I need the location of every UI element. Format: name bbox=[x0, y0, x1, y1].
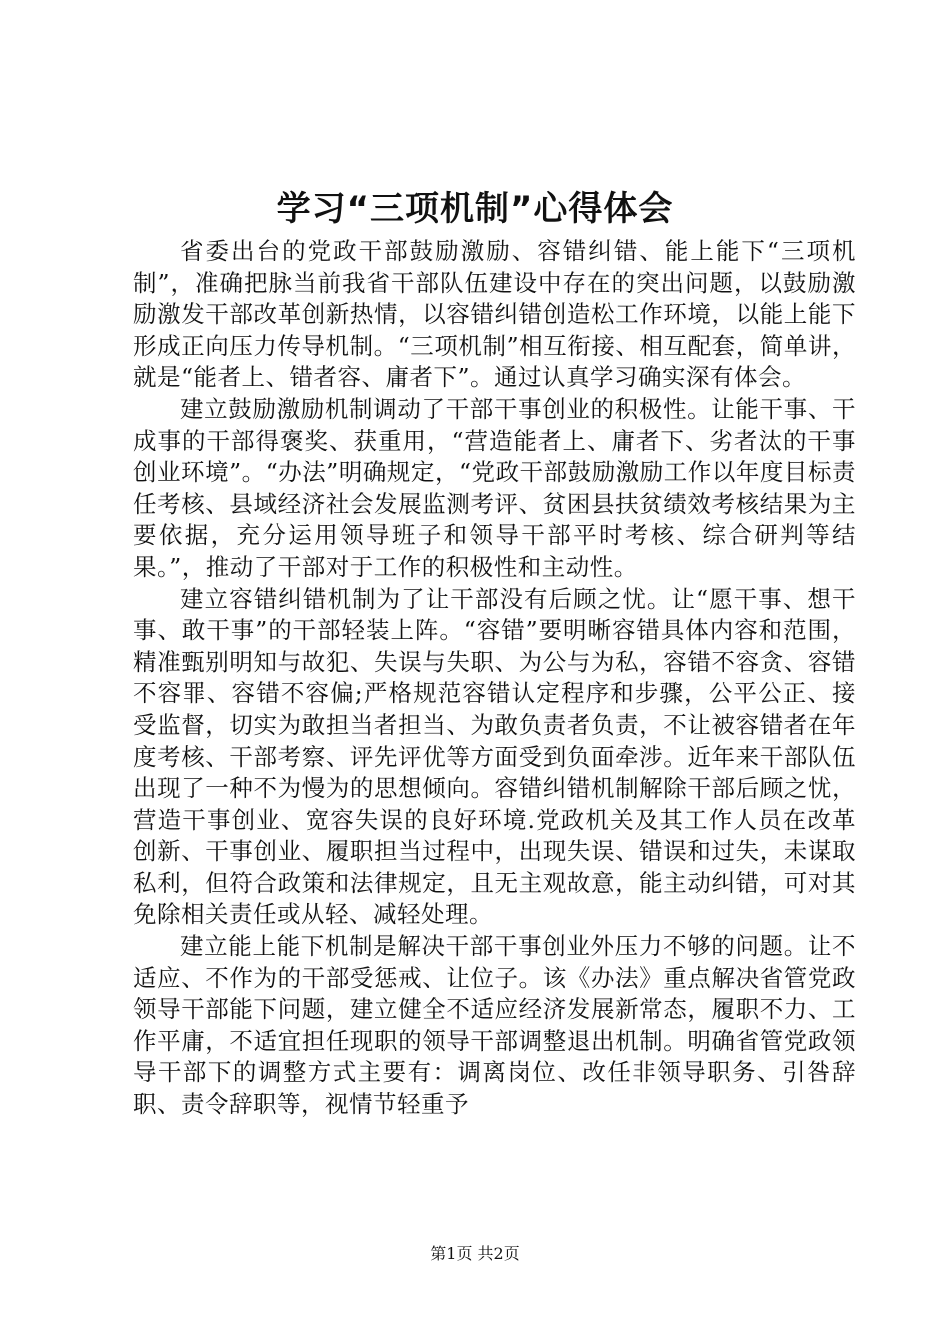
page-number: 第1页 共2页 bbox=[430, 1244, 520, 1263]
paragraph-promotion-demotion-mechanism: 建立能上能下机制是解决干部干事创业外压力不够的问题。让不适应、不作为的干部受惩戒、让位子。该《办法》重点解决省管党政领导干部能下问题，建立健全不适应经济发展新常态，履职不力、工作平庸，不适宜担任现职的领导干部调整退出机制。明确省管党政领导干部下的调整方式主要有：调离岗位、改任非领导职务、引咎辞职、责令辞职等，视情节轻重予 bbox=[133, 932, 856, 1119]
paragraph-error-tolerance-mechanism: 建立容错纠错机制为了让干部没有后顾之忧。让“愿干事、想干事、敢干事”的干部轻装上阵。“容错”要明晰容错具体内容和范围，精准甄别明知与故犯、失误与失职、为公与为私，容错不容贪、容错不容罪、容错不容偏;严格规范容错认定程序和步骤，公平公正、接受监督，切实为敢担当者担当、为敢负责者负责，不让被容错者在年度考核、干部考察、评先评优等方面受到负面牵涉。近年来干部队伍出现了一种不为慢为的思想倾向。容错纠错机制解除干部后顾之忧，营造干事创业、宽容失误的良好环境.党政机关及其工作人员在改革创新、干事创业、履职担当过程中，出现失误、错误和过失，未谋取私利，但符合政策和法律规定，且无主观故意，能主动纠错，可对其免除相关责任或从轻、减轻处理。 bbox=[133, 584, 856, 929]
paragraph-intro: 省委出台的党政干部鼓励激励、容错纠错、能上能下“三项机制”，准确把脉当前我省干部队伍建设中存在的突出问题，以鼓励激励激发干部改革创新热情，以容错纠错创造松工作环境，以能上能下形成正向压力传导机制。“三项机制”相互衔接、相互配套，简单讲，就是“能者上、错者容、庸者下”。通过认真学习确实深有体会。 bbox=[133, 237, 856, 392]
document-body bbox=[133, 236, 856, 1121]
paragraph-incentive-mechanism: 建立鼓励激励机制调动了干部干事创业的积极性。让能干事、干成事的干部得褒奖、获重用，“营造能者上、庸者下、劣者汰的干事创业环境”。“办法”明确规定，“党政干部鼓励激励工作以年度目标责任考核、县域经济社会发展监测考评、贫困县扶贫绩效考核结果为主要依据，充分运用领导班子和领导干部平时考核、综合研判等结果。”，推动了干部对于工作的积极性和主动性。 bbox=[133, 394, 856, 581]
document-title: 学习“三项机制”心得体会 bbox=[276, 189, 674, 229]
